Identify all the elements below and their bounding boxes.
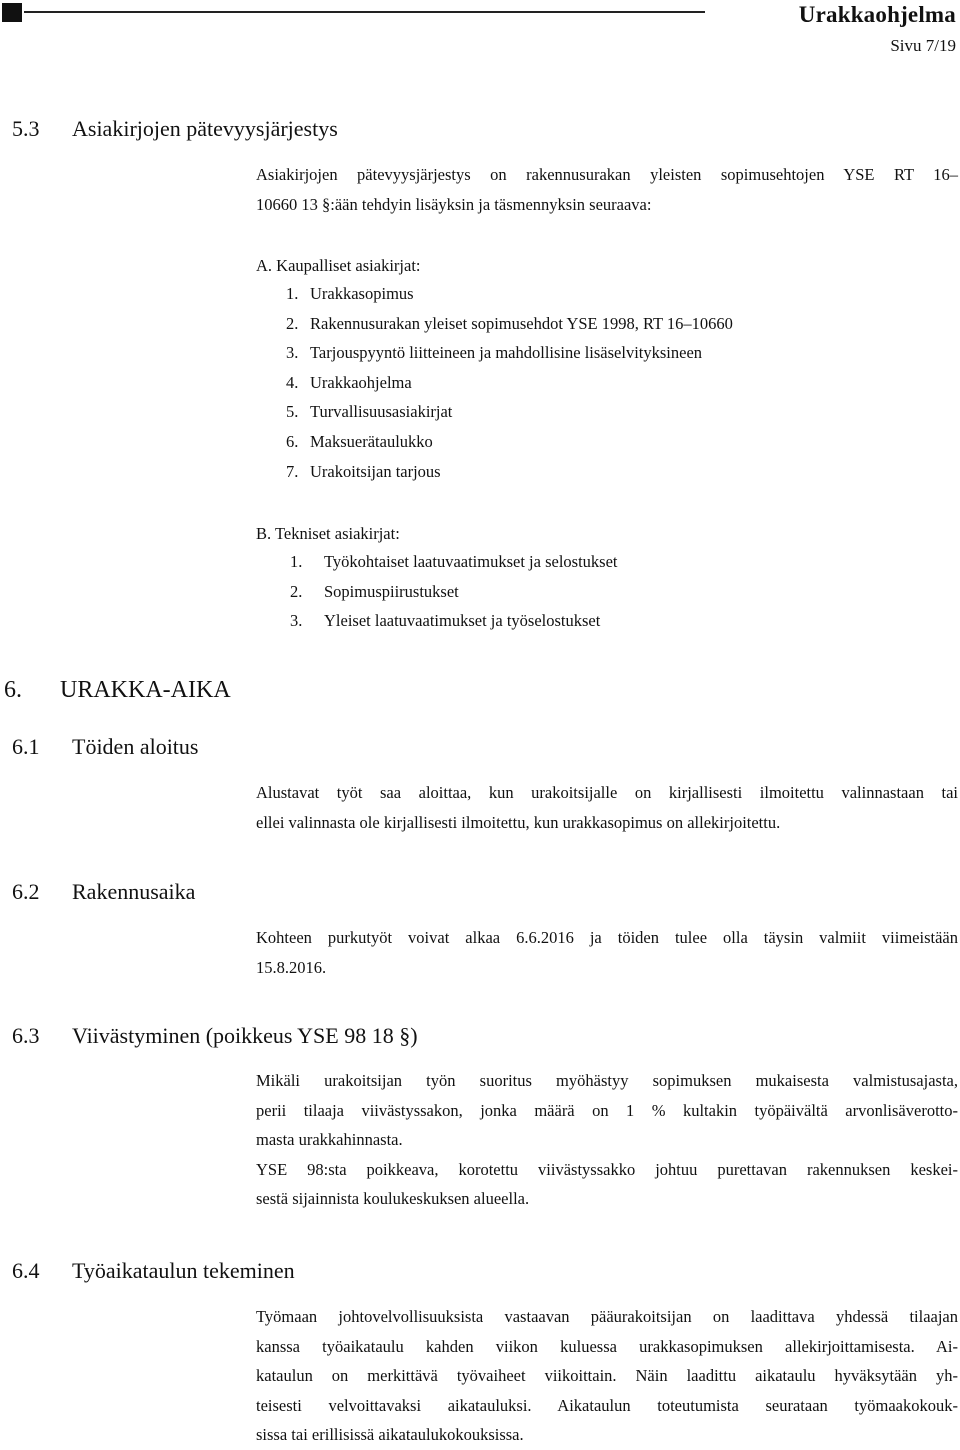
- list-item-text: Maksuerätaulukko: [310, 431, 433, 451]
- text-line: ellei valinnasta ole kirjallisesti ilmoitettu, kun urakkasopimus on allekirjoitettu.: [256, 812, 781, 832]
- heading-number: 6.: [4, 677, 22, 703]
- list-item-text: Työkohtaiset laatuvaatimukset ja selostukset: [324, 552, 618, 571]
- heading-6-3: [12, 1023, 418, 1049]
- text-line: sissa tai erillisissä aikataulukokouksissa.: [256, 1425, 524, 1444]
- list-item-text: Turvallisuusasiakirjat: [310, 402, 453, 422]
- heading-6-2: [12, 879, 195, 905]
- list-commercial-documents: [286, 279, 733, 486]
- list-item-number: 2.: [286, 313, 299, 333]
- text-line: 10660 13 §:ään tehdyin lisäyksin ja täsmennyksin seuraava:: [256, 194, 652, 214]
- list-item: [286, 309, 733, 339]
- list-item: [290, 577, 618, 607]
- heading-number: 6.2: [12, 879, 40, 904]
- list-technical-documents: [290, 547, 618, 636]
- list-item: [286, 279, 733, 309]
- list-item: [286, 368, 733, 398]
- heading-text: Rakennusaika: [72, 879, 196, 904]
- list-item-number: 1.: [290, 552, 303, 571]
- list-b-label: B. Tekniset asiakirjat:: [256, 524, 400, 543]
- heading-number: 6.1: [12, 734, 40, 759]
- heading-number: 5.3: [12, 116, 40, 141]
- heading-text: Viivästyminen (poikkeus YSE 98 18 §): [72, 1023, 418, 1048]
- list-item-number: 3.: [290, 611, 303, 631]
- text-line: masta urakkahinnasta.: [256, 1130, 403, 1149]
- list-a-label: A. Kaupalliset asiakirjat:: [256, 256, 421, 275]
- heading-text: URAKKA-AIKA: [60, 677, 231, 703]
- header-rule: [24, 11, 705, 13]
- text-line: Mikäli urakoitsijan työn suoritus myöhästyy sopimuksen mukaisesta valmistusajasta,: [256, 1071, 958, 1090]
- text-line: teisesti velvoittavaksi aikatauluksi. Aikataulun toteutumista seurataan työmaakokouk-: [256, 1395, 958, 1415]
- paragraph-6-3: [256, 1066, 958, 1214]
- list-item-number: 1.: [286, 284, 299, 303]
- text-line: Asiakirjojen pätevyysjärjestys on rakennusurakan yleisten sopimusehtojen YSE RT 16–: [256, 165, 958, 184]
- list-item-number: 5.: [286, 402, 299, 422]
- list-item-number: 3.: [286, 343, 299, 363]
- document-title: Urakkaohjelma: [798, 2, 956, 27]
- text-line: 15.8.2016.: [256, 957, 327, 977]
- list-item-number: 4.: [286, 372, 299, 392]
- text-line: sestä sijainnista koulukeskuksen alueella.: [256, 1189, 530, 1208]
- paragraph-5-3-intro: [256, 160, 958, 219]
- text-line: perii tilaaja viivästyssakon, jonka määrä on 1 % kultakin työpäivältä arvonlisäverotto-: [256, 1100, 958, 1120]
- paragraph-6-2: [256, 923, 958, 982]
- list-item: [286, 457, 733, 487]
- heading-6-4: [12, 1258, 295, 1284]
- text-line: kataulun on merkittävä työvaiheet viikoittain. Näin laadittu aikataulu hyväksytään yh-: [256, 1366, 958, 1385]
- heading-text: Työaikataulun tekeminen: [72, 1258, 295, 1283]
- heading-5-3: [12, 116, 338, 142]
- list-item: [290, 547, 618, 577]
- list-item-number: 6.: [286, 431, 299, 451]
- heading-6: [4, 677, 231, 704]
- list-item-text: Yleiset laatuvaatimukset ja työselostukset: [324, 611, 601, 631]
- text-line: Alustavat työt saa aloittaa, kun urakoitsijalle on kirjallisesti ilmoitettu valinnastaan tai: [256, 783, 958, 802]
- list-item-text: Sopimuspiirustukset: [324, 581, 459, 601]
- list-item-text: Tarjouspyyntö liitteineen ja mahdollisine lisäselvityksineen: [310, 343, 703, 363]
- list-item-number: 2.: [290, 581, 303, 601]
- list-item-text: Urakkasopimus: [310, 284, 414, 303]
- heading-6-1: [12, 734, 198, 760]
- page-number: Sivu 7/19: [890, 36, 956, 55]
- paragraph-6-4: [256, 1302, 958, 1450]
- text-line: kanssa työaikataulu kahden viikon kuluessa urakkasopimuksen allekirjoittamisesta. Ai-: [256, 1336, 958, 1356]
- text-line: Kohteen purkutyöt voivat alkaa 6.6.2016 ja töiden tulee olla täysin valmiit viimeistään: [256, 928, 958, 947]
- heading-text: Töiden aloitus: [72, 734, 199, 759]
- heading-text: Asiakirjojen pätevyysjärjestys: [72, 116, 338, 141]
- list-item: [286, 338, 733, 368]
- list-item-text: Urakoitsijan tarjous: [310, 461, 441, 481]
- list-item-text: Urakkaohjelma: [310, 372, 412, 392]
- text-line: Työmaan johtovelvollisuuksista vastaavan pääurakoitsijan on laadittava yhdessä tilaajan: [256, 1307, 958, 1326]
- list-item: [286, 427, 733, 457]
- list-item: [290, 606, 618, 636]
- list-item-number: 7.: [286, 461, 299, 481]
- text-line: YSE 98:sta poikkeava, korotettu viivästyssakko johtuu purettavan rakennuksen keskei-: [256, 1159, 958, 1179]
- heading-number: 6.4: [12, 1258, 40, 1283]
- paragraph-6-1: [256, 778, 958, 837]
- list-item: [286, 397, 733, 427]
- header-square-mark: [2, 3, 22, 22]
- heading-number: 6.3: [12, 1023, 40, 1048]
- list-item-text: Rakennusurakan yleiset sopimusehdot YSE 1998, RT 16–10660: [310, 313, 733, 333]
